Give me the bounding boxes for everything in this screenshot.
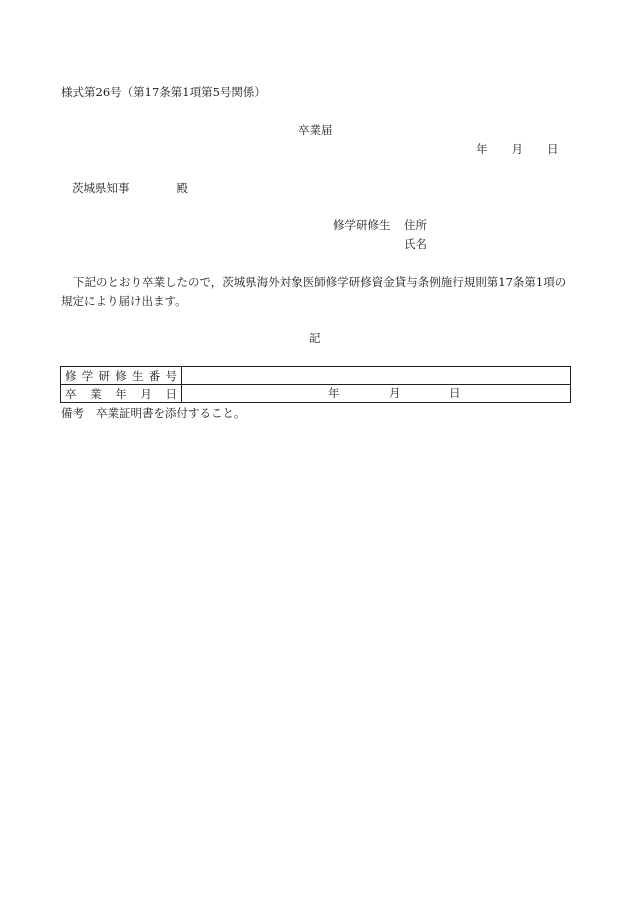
year-label: 年 xyxy=(328,386,340,400)
label-char: 研 xyxy=(98,368,110,383)
day-label: 日 xyxy=(547,142,559,156)
address-label: 住所 xyxy=(404,218,427,232)
student-number-field[interactable] xyxy=(182,367,571,385)
label-char: 番 xyxy=(148,368,161,383)
honorific: 殿 xyxy=(176,181,188,195)
label-char: 修 xyxy=(65,368,77,383)
table-row xyxy=(61,367,571,385)
student-number-label xyxy=(61,367,182,385)
label-char: 日 xyxy=(165,386,177,401)
label-char: 生 xyxy=(132,368,144,383)
name-label: 氏名 xyxy=(404,237,427,251)
label-char: 号 xyxy=(165,368,177,383)
label-char: 卒 xyxy=(65,386,77,401)
remark-line xyxy=(61,406,246,420)
ki-heading: 記 xyxy=(309,331,321,345)
remark-text: 卒業証明書を添付すること。 xyxy=(96,406,246,420)
applicant-role-label: 修学研修生 xyxy=(333,218,391,232)
label-char: 月 xyxy=(140,386,152,401)
addressee-name: 茨城県知事 xyxy=(72,181,130,195)
body-text: 下記のとおり卒業したので，茨城県海外対象医師修学研修資金貸与条例施行規則第17条第1項の規定により届け出ます。 xyxy=(61,275,567,308)
graduation-date-field[interactable] xyxy=(182,385,571,403)
month-label: 月 xyxy=(389,386,401,400)
form-number-label: 様式第26号（第17条第1項第5号関係） xyxy=(61,85,266,99)
year-label: 年 xyxy=(476,142,488,156)
record-table xyxy=(60,366,571,403)
graduation-date-label xyxy=(61,385,182,403)
day-label: 日 xyxy=(449,386,461,400)
label-char: 年 xyxy=(115,386,127,401)
addressee-line xyxy=(72,181,188,195)
remark-label: 備考 xyxy=(61,406,84,420)
document-title: 卒業届 xyxy=(298,123,333,137)
label-char: 業 xyxy=(90,386,102,401)
submission-date-line xyxy=(476,142,559,156)
label-char: 修 xyxy=(115,368,127,383)
month-label: 月 xyxy=(511,142,523,156)
label-char: 学 xyxy=(81,368,94,383)
table-row xyxy=(61,385,571,403)
